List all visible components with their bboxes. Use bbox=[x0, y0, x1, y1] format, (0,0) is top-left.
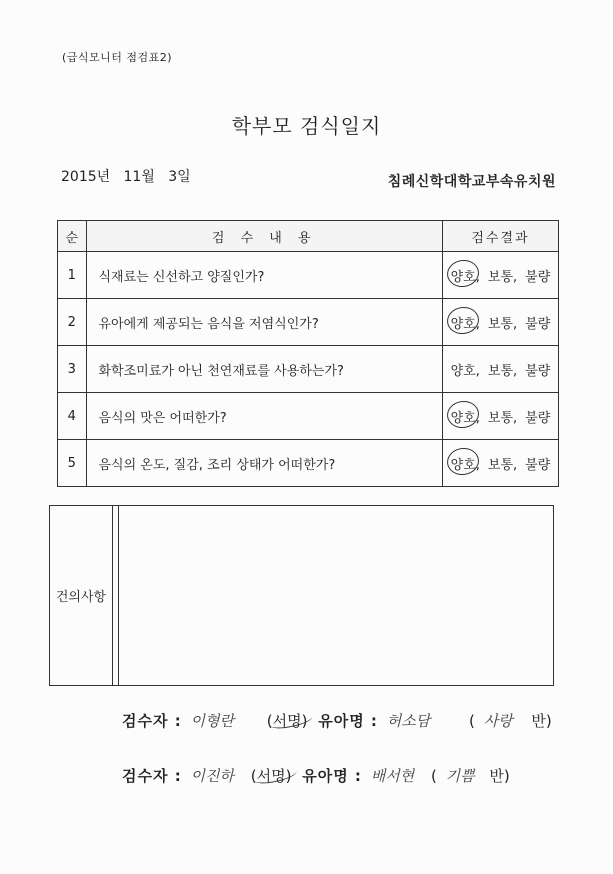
result-option[interactable]: 보통, bbox=[487, 457, 518, 473]
selection-circle bbox=[445, 304, 480, 335]
signature-row-1 bbox=[122, 710, 552, 731]
class-open: ( bbox=[430, 767, 437, 785]
result-option[interactable]: 보통, bbox=[487, 316, 518, 332]
selection-circle bbox=[445, 445, 480, 476]
inspector-name: 이형란 bbox=[190, 712, 234, 730]
row-content: 유아에게 제공되는 음식을 저염식인가? bbox=[86, 299, 442, 346]
result-option[interactable]: 불량 bbox=[525, 316, 551, 332]
result-option[interactable]: 보통, bbox=[487, 269, 518, 285]
column-header-content: 검 수 내 용 bbox=[86, 221, 442, 252]
result-option[interactable]: 양호, bbox=[451, 407, 480, 426]
row-result bbox=[442, 299, 558, 346]
inspector-label: 검수자 : bbox=[122, 767, 182, 785]
column-header-number: 순 bbox=[58, 221, 87, 252]
result-option[interactable]: 불량 bbox=[525, 269, 551, 285]
result-option[interactable]: 양호, bbox=[451, 313, 480, 332]
row-result bbox=[442, 252, 558, 299]
result-option[interactable]: 양호, bbox=[451, 454, 480, 473]
row-number: 4 bbox=[58, 393, 87, 440]
row-number: 1 bbox=[58, 252, 87, 299]
child-name: 배서현 bbox=[370, 767, 415, 785]
table-row bbox=[58, 299, 559, 346]
row-content: 음식의 온도, 질감, 조리 상태가 어떠한가? bbox=[86, 440, 442, 487]
class-name: 사랑 bbox=[483, 712, 513, 730]
row-content: 음식의 맛은 어떠한가? bbox=[86, 393, 442, 440]
signature-field bbox=[267, 710, 308, 731]
page-title: 학부모 검식일지 bbox=[231, 114, 382, 138]
child-name: 허소담 bbox=[386, 712, 431, 730]
document-code: (급식모니터 점검표2) bbox=[62, 51, 173, 64]
row-result bbox=[442, 393, 558, 440]
result-option[interactable]: 보통, bbox=[487, 410, 518, 426]
signature-label: (서명) bbox=[250, 767, 292, 785]
result-option[interactable]: 양호, bbox=[451, 266, 480, 285]
class-open: ( bbox=[468, 712, 475, 730]
table-row bbox=[58, 252, 559, 299]
class-name: 기쁨 bbox=[445, 767, 475, 785]
inspector-name: 이진하 bbox=[190, 767, 234, 785]
table-row bbox=[58, 346, 559, 393]
selection-circle bbox=[445, 398, 480, 429]
row-content: 화학조미료가 아닌 천연재료를 사용하는가? bbox=[86, 346, 442, 393]
signature-label: (서명) bbox=[266, 712, 308, 730]
row-number: 5 bbox=[58, 440, 87, 487]
result-option[interactable]: 불량 bbox=[525, 457, 551, 473]
row-result bbox=[442, 346, 558, 393]
suggestion-divider bbox=[118, 506, 119, 685]
suggestion-box bbox=[49, 505, 554, 686]
signature-row-2 bbox=[122, 765, 510, 786]
result-option[interactable]: 양호, bbox=[450, 363, 480, 379]
table-row bbox=[58, 440, 559, 487]
result-option[interactable]: 불량 bbox=[525, 363, 551, 379]
organization-name: 침례신학대학교부속유치원 bbox=[387, 174, 556, 190]
child-label: 유아명 : bbox=[318, 712, 378, 730]
class-close: 반) bbox=[489, 767, 510, 785]
table-row bbox=[58, 393, 559, 440]
selection-circle bbox=[445, 257, 480, 288]
row-number: 3 bbox=[58, 346, 87, 393]
table-header-row bbox=[58, 221, 559, 252]
result-option[interactable]: 보통, bbox=[487, 363, 518, 379]
column-header-result: 검수결과 bbox=[442, 221, 558, 252]
result-option[interactable]: 불량 bbox=[525, 410, 551, 426]
row-number: 2 bbox=[58, 299, 87, 346]
inspection-table bbox=[57, 220, 559, 487]
child-label: 유아명 : bbox=[302, 767, 362, 785]
class-close: 반) bbox=[531, 712, 552, 730]
signature-field bbox=[251, 765, 292, 786]
row-content: 식재료는 신선하고 양질인가? bbox=[86, 252, 442, 299]
suggestion-label: 건의사항 bbox=[50, 506, 113, 685]
inspection-date: 2015년 11월 3일 bbox=[61, 169, 191, 185]
inspector-label: 검수자 : bbox=[122, 712, 182, 730]
row-result bbox=[442, 440, 558, 487]
